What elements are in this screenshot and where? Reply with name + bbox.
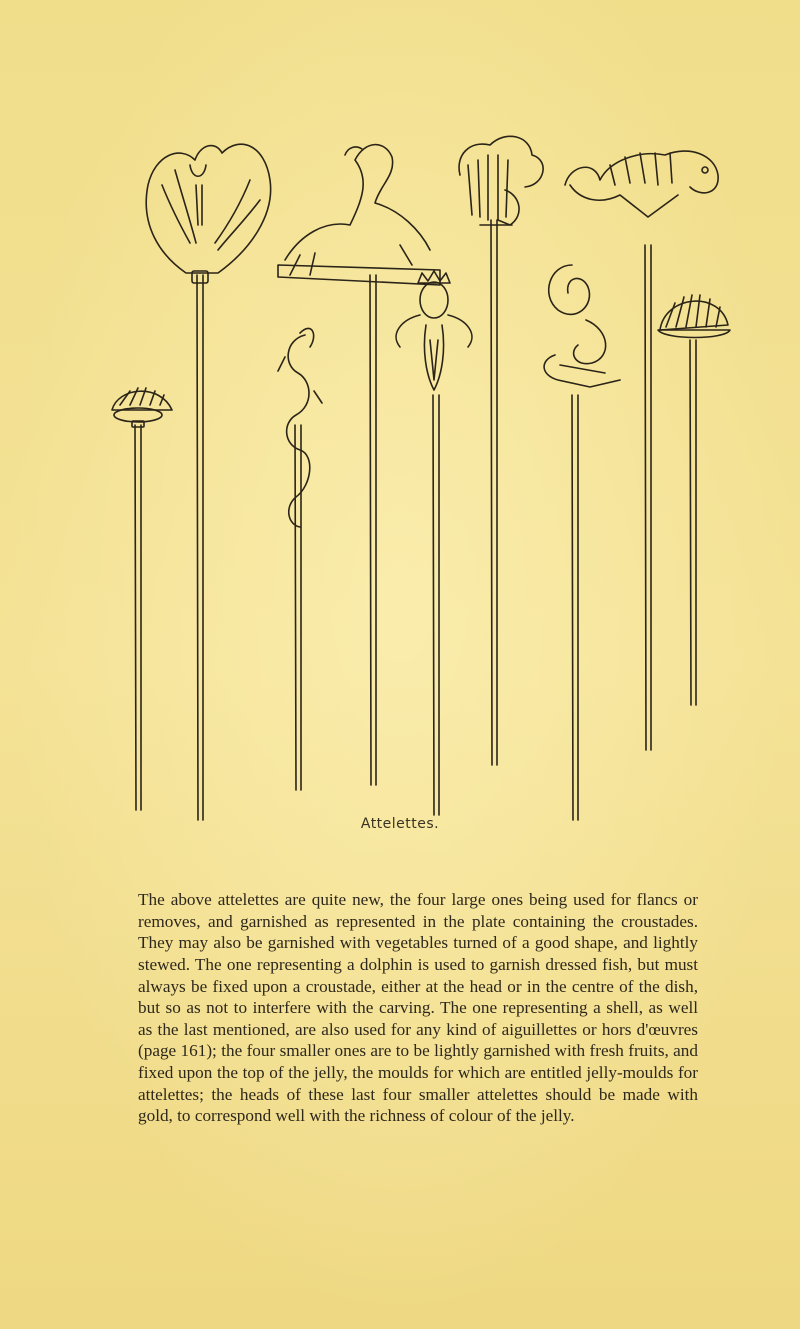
pin-small-shell xyxy=(112,388,172,810)
figure-caption: Attelettes. xyxy=(360,816,440,832)
pin-plume xyxy=(459,136,543,765)
pin-bust xyxy=(396,271,472,815)
body-paragraph: The above attelettes are quite new, the four large ones being used for flancs or removes, and garnished as represented in the plate containing the croustades. They may also be garnished with vegetables turned of a good shape, and lightly stewed. The one representing a dolphin is used to garnish dressed fish, but must always be fixed upon a croustade, either at the head or in the centre of the dish, but so as not to interfere with the carving. The one representing a shell, as well as the last mentioned, are also used for any kind of aiguillettes or hors d'œuvres (page 161); the four smaller ones are to be lightly garnished with fresh fruits, and fixed upon the top of the jelly, the moulds for which are entitled jelly-moulds for attelettes; the heads of these last four smaller attelettes should be made with gold, to correspond well with the richness of colour of the jelly. xyxy=(138,890,698,1126)
pin-eagle xyxy=(146,144,270,820)
pin-dolphin-coil xyxy=(278,328,322,790)
pin-shell xyxy=(658,295,730,705)
pin-dolphin xyxy=(565,151,718,750)
pin-horse xyxy=(278,145,440,785)
pin-fish-scroll xyxy=(544,265,620,820)
attelettes-plate-illustration xyxy=(100,125,740,825)
